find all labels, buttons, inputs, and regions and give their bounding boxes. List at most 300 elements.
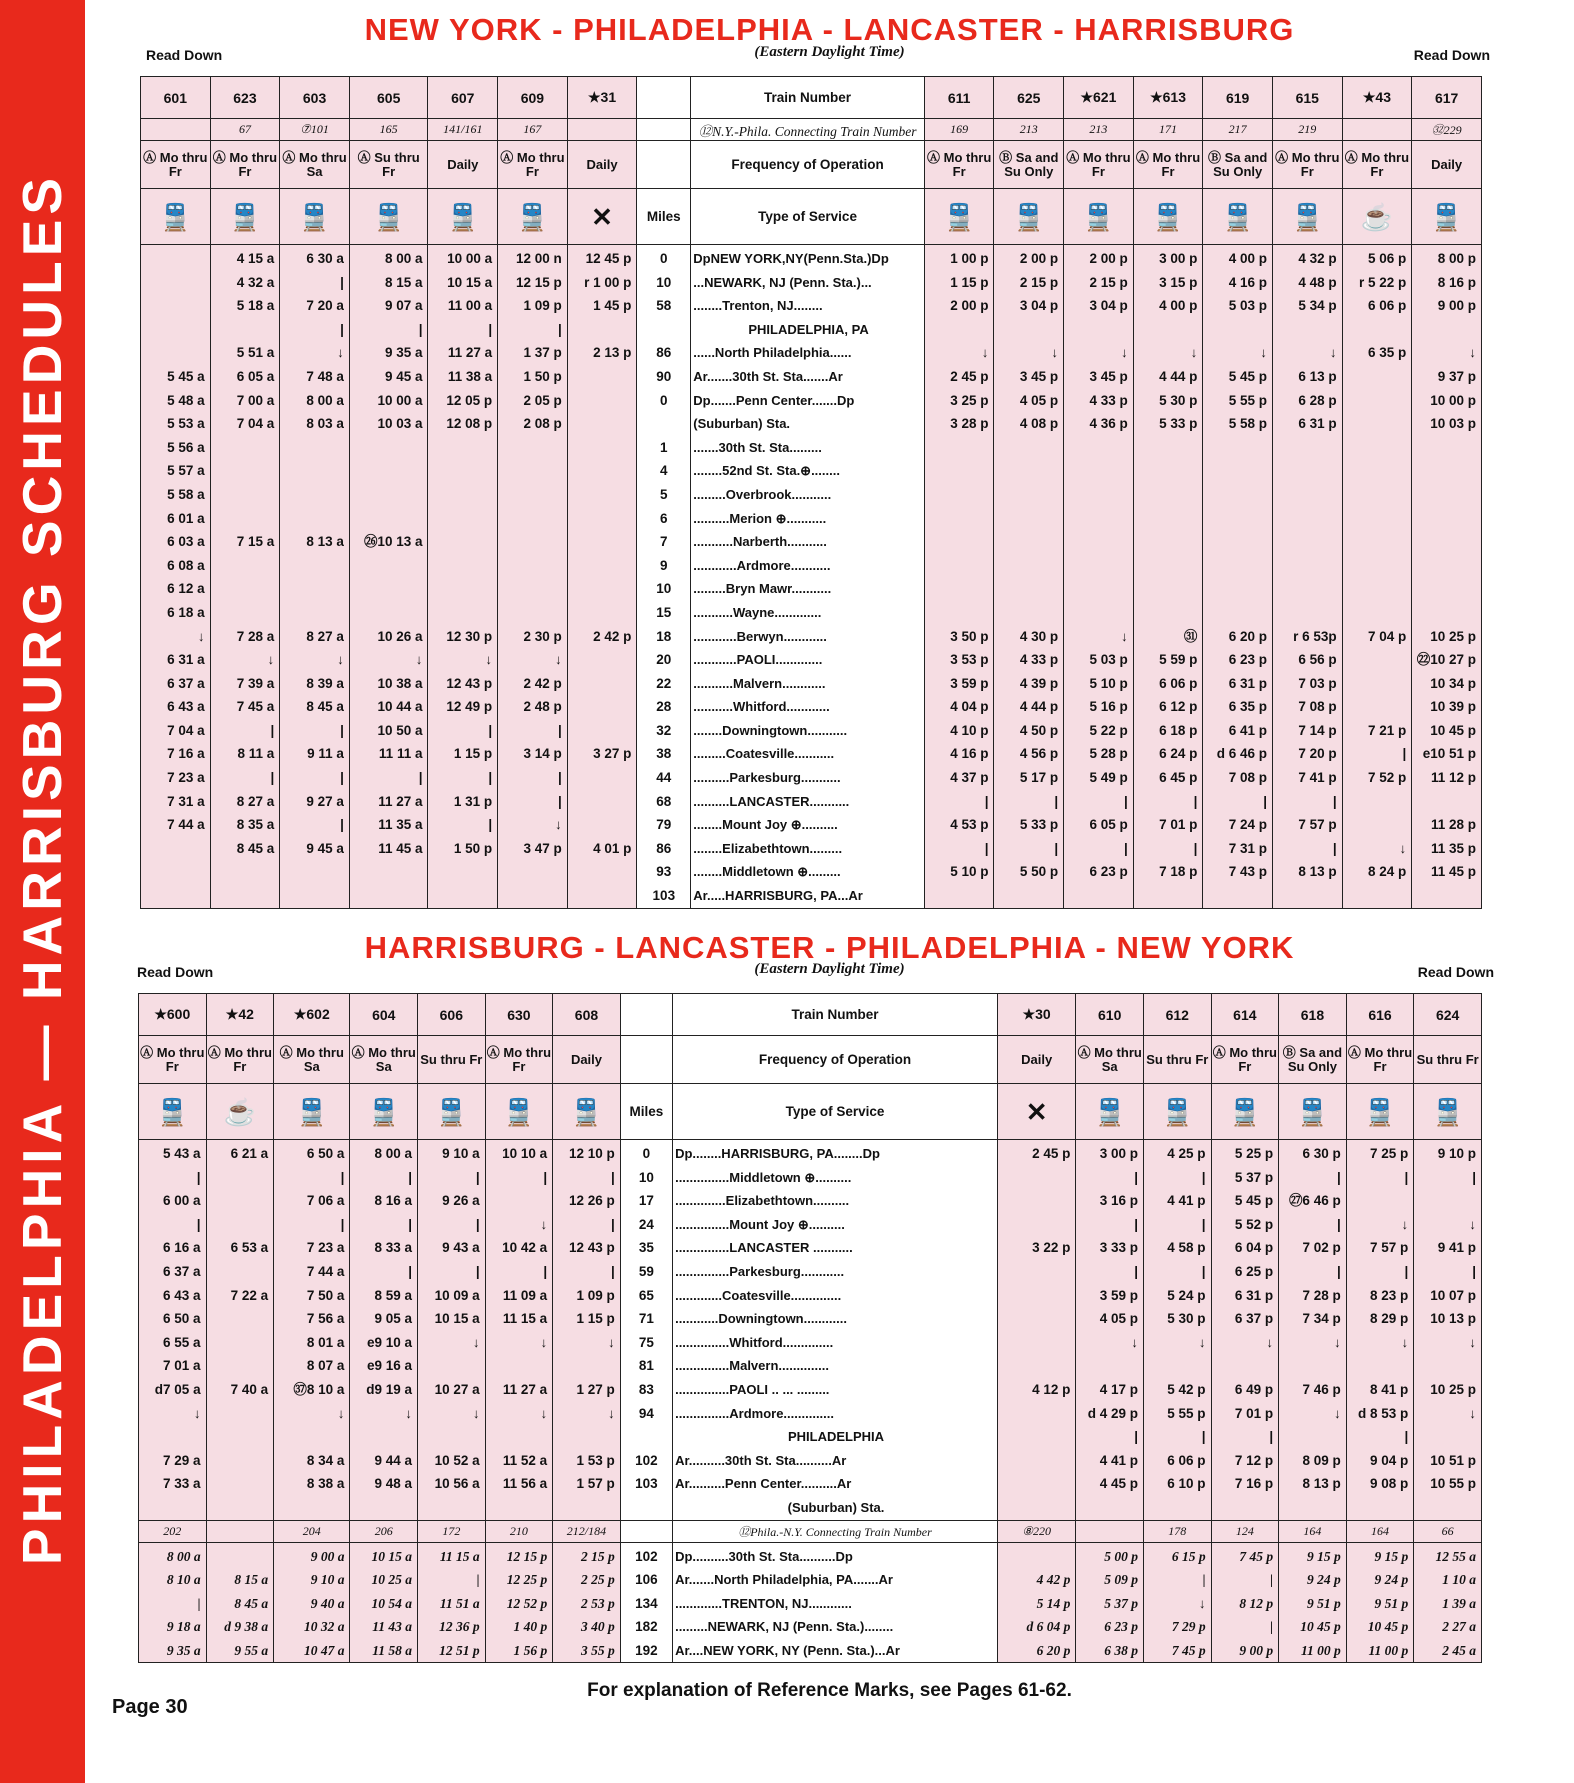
time-entry: 3 33 p (1099, 1240, 1138, 1256)
time-entry: 12 15 p (515, 274, 562, 290)
time-entry (1273, 436, 1337, 460)
time-entry: 6 05 p (1089, 817, 1128, 833)
locomotive-icon: 🚆 (295, 1096, 328, 1127)
time-column (418, 1542, 486, 1663)
time-entry (1134, 459, 1198, 483)
time-entry: 9 44 a (374, 1452, 413, 1468)
train-number-cell: 611 (924, 77, 994, 119)
time-entry: ↓ (1401, 1216, 1409, 1232)
time-entry: 9 00 p (1437, 298, 1476, 314)
time-entry: 2 05 p (523, 392, 562, 408)
train-number-cell: 616 (1346, 994, 1414, 1036)
time-entry: 10 44 a (377, 699, 423, 715)
time-entry (1134, 483, 1198, 507)
time-entry: 11 52 a (502, 1452, 548, 1468)
time-entry (1412, 436, 1476, 460)
time-entry: 7 31 a (167, 793, 205, 809)
time-entry: 3 00 p (1159, 251, 1198, 266)
time-entry: 10 45 p (1367, 1619, 1409, 1635)
time-entry: 12 52 p (506, 1595, 548, 1611)
connecting-number-cell: 164 (1279, 1520, 1347, 1542)
time-entry: 5 34 p (1298, 298, 1337, 314)
time-entry: 6 38 p (1104, 1642, 1138, 1658)
time-entry: ↓ (554, 652, 562, 668)
time-entry (486, 1189, 548, 1213)
time-entry: 7 18 p (1159, 864, 1198, 880)
time-entry (1273, 507, 1337, 531)
time-entry: 6 43 a (167, 699, 205, 715)
time-entry: 2 15 p (581, 1548, 615, 1564)
mile-entry: 58 (656, 298, 672, 314)
time-entry: | (1054, 840, 1059, 856)
time-column (1414, 1140, 1482, 1521)
station-name: ........Middletown ⊕......... (693, 864, 841, 880)
time-column (997, 1140, 1075, 1521)
time-entry: | (1270, 1619, 1274, 1635)
time-entry: 2 27 a (1442, 1619, 1476, 1635)
time-entry: 7 56 a (306, 1311, 345, 1327)
time-entry: 9 00 p (1239, 1642, 1274, 1658)
time-entry: 8 00 a (374, 1146, 413, 1161)
time-entry: 8 27 a (236, 793, 275, 809)
time-entry: | (418, 770, 423, 786)
time-entry: 10 13 p (1430, 1311, 1476, 1327)
time-entry: 4 33 p (1089, 392, 1128, 408)
time-entry: ↓ (485, 652, 493, 668)
time-entry: ↓ (1399, 840, 1407, 856)
time-entry (428, 436, 492, 460)
time-entry: 4 50 p (1019, 722, 1059, 738)
time-entry (998, 1331, 1070, 1355)
time-entry: 1 56 p (513, 1642, 548, 1658)
time-entry: 6 03 a (167, 534, 205, 550)
time-entry: 9 35 a (384, 345, 423, 361)
connecting-number-cell: ⑧220 (997, 1520, 1075, 1542)
type-of-service-cell (997, 1084, 1075, 1140)
time-entry (498, 436, 562, 460)
frequency-cell: Daily (1412, 141, 1482, 189)
time-entry: 10 03 a (377, 416, 423, 432)
time-entry (998, 1402, 1070, 1426)
mile-entry: 94 (638, 1405, 654, 1421)
time-entry (207, 1449, 269, 1473)
time-entry: 7 08 p (1228, 770, 1267, 786)
time-entry: 4 30 p (1019, 628, 1059, 644)
time-entry: 7 22 a (230, 1287, 269, 1303)
time-entry: 6 35 p (1228, 699, 1267, 715)
time-entry: 11 38 a (447, 368, 493, 384)
time-entry: 3 00 p (1099, 1146, 1138, 1161)
mile-entry: 75 (638, 1334, 654, 1350)
time-entry (1203, 318, 1267, 342)
time-entry: 4 32 a (236, 274, 275, 290)
time-entry: 1 27 p (576, 1381, 615, 1397)
connecting-number-cell: 202 (139, 1520, 207, 1542)
time-entry (1412, 507, 1476, 531)
time-entry (998, 1545, 1070, 1569)
frequency-cell: Daily (997, 1036, 1075, 1084)
time-entry: 2 25 p (581, 1572, 615, 1588)
bottom-timetable (138, 993, 1482, 1663)
time-entry: 6 06 p (1167, 1452, 1206, 1468)
time-entry: 6 16 a (163, 1240, 201, 1256)
time-entry: ㊲8 10 a (293, 1381, 345, 1397)
station-name: ...NEWARK, NJ (Penn. Sta.)... (693, 274, 872, 290)
time-entry: 6 31 p (1234, 1287, 1274, 1303)
time-entry: 8 09 p (1302, 1452, 1341, 1468)
time-entry (1134, 507, 1198, 531)
time-entry (1343, 412, 1407, 436)
time-entry: | (1402, 746, 1407, 762)
time-entry: 5 10 p (1089, 675, 1128, 691)
time-entry (211, 483, 275, 507)
connecting-number-cell: 219 (1272, 119, 1342, 141)
station-name: .......30th St. Sta......... (693, 439, 822, 455)
time-entry: ↓ (337, 1405, 345, 1421)
time-entry: 7 43 p (1228, 864, 1267, 880)
station-name: ...........Whitford............ (693, 699, 830, 715)
time-entry: 6 30 p (1302, 1146, 1341, 1161)
header-label-connecting: ⑫Phila.-N.Y. Connecting Train Number (673, 1520, 998, 1542)
time-entry (994, 530, 1058, 554)
time-entry (1273, 318, 1337, 342)
time-entry (211, 507, 275, 531)
time-entry: | (1269, 1429, 1274, 1445)
time-column (210, 245, 280, 909)
time-entry: 7 24 p (1228, 817, 1267, 833)
time-entry: ↓ (540, 1216, 548, 1232)
time-entry: 11 28 p (1430, 817, 1476, 833)
time-entry: | (557, 321, 562, 337)
time-entry (925, 507, 989, 531)
time-column (567, 245, 637, 909)
time-column (1414, 1542, 1482, 1663)
time-entry (1279, 1354, 1341, 1378)
side-title: PHILADELPHIA — HARRISBURG SCHEDULES (11, 172, 73, 1566)
type-of-service-cell (274, 1084, 350, 1140)
food-service-icon: ☕ (1360, 201, 1394, 232)
time-entry (1279, 1425, 1341, 1449)
station-name: Ar.......North Philadelphia, PA.......Ar (675, 1572, 893, 1588)
frequency-cell: Su thru Fr (1414, 1036, 1482, 1084)
time-entry: | (488, 817, 493, 833)
time-entry: 4 08 p (1019, 416, 1059, 432)
train-number-cell: ★613 (1133, 77, 1203, 119)
time-entry: 1 50 p (453, 840, 493, 856)
frequency-cell: Ⓐ Mo thru Fr (139, 1036, 207, 1084)
time-entry: ↓ (415, 652, 423, 668)
time-entry: 4 41 p (1099, 1452, 1138, 1468)
time-entry: 2 00 p (1019, 251, 1059, 266)
time-entry: 6 23 p (1104, 1619, 1138, 1635)
time-entry: 10 25 p (1430, 1381, 1476, 1397)
time-entry: 12 15 p (506, 1548, 548, 1564)
time-entry: 6 10 p (1167, 1476, 1206, 1492)
time-entry (1343, 530, 1407, 554)
time-entry (568, 790, 632, 814)
time-entry: | (557, 722, 562, 738)
time-entry (568, 766, 632, 790)
time-entry (350, 436, 423, 460)
time-entry: ↓ (1190, 345, 1198, 361)
station-name: PHILADELPHIA, PA (748, 321, 869, 337)
time-entry: 6 06 p (1367, 298, 1407, 314)
time-entry (998, 1354, 1070, 1378)
time-entry: 4 10 p (950, 722, 989, 738)
time-entry: | (1404, 1429, 1409, 1445)
time-column (1272, 245, 1342, 909)
time-entry: 12 05 p (446, 392, 493, 408)
time-entry: d 6 46 p (1216, 746, 1267, 762)
time-entry: | (475, 1169, 480, 1185)
time-entry: 5 30 p (1167, 1311, 1206, 1327)
time-entry: d 8 53 p (1358, 1405, 1409, 1421)
time-entry: 5 58 a (167, 486, 205, 502)
miles-header-blank (637, 77, 691, 119)
bottom-section-subtitle: (Eastern Daylight Time) (754, 961, 905, 977)
time-entry: 10 00 p (1430, 392, 1476, 408)
time-entry (1343, 577, 1407, 601)
type-of-service-cell (994, 189, 1064, 245)
time-entry: 4 44 p (1019, 699, 1059, 715)
time-entry: 8 16 p (1437, 274, 1476, 290)
time-column (1064, 245, 1134, 909)
connecting-number-cell: 206 (350, 1520, 418, 1542)
time-entry: 7 52 p (1367, 770, 1407, 786)
time-entry (428, 483, 492, 507)
header-label-connecting: ⑫N.Y.-Phila. Connecting Train Number (691, 119, 925, 141)
time-entry: 3 50 p (950, 628, 989, 644)
locomotive-icon: 🚆 (435, 1096, 468, 1127)
locomotive-icon: 🚆 (446, 201, 479, 232)
time-entry: | (1404, 1169, 1409, 1185)
time-entry (498, 601, 562, 625)
time-entry (1273, 530, 1337, 554)
time-entry: ↓ (608, 1405, 615, 1421)
time-entry: | (984, 840, 989, 856)
type-of-service-cell (1211, 1084, 1279, 1140)
time-entry: 7 40 a (230, 1381, 269, 1397)
time-entry: 5 18 a (236, 298, 275, 314)
train-number-cell: 604 (350, 994, 418, 1036)
station-name: Dp.......Penn Center.......Dp (693, 392, 855, 408)
time-entry: | (557, 770, 562, 786)
time-entry (207, 1189, 269, 1213)
time-entry: 1 40 p (513, 1619, 548, 1635)
type-of-service-cell (1279, 1084, 1347, 1140)
time-entry (1412, 530, 1476, 554)
time-column (350, 1542, 418, 1663)
station-name: ........Trenton, NJ........ (693, 298, 823, 314)
time-entry: 2 48 p (523, 699, 562, 715)
time-column (1143, 1140, 1211, 1521)
time-entry: | (1336, 1169, 1341, 1185)
time-entry (207, 1331, 269, 1355)
time-entry: 3 27 p (593, 746, 632, 762)
time-entry: 9 07 a (384, 298, 423, 314)
mile-entry: 4 (660, 463, 668, 479)
locomotive-icon: 🚆 (1296, 1096, 1329, 1127)
time-entry: 4 39 p (1019, 675, 1059, 691)
time-column (1076, 1542, 1144, 1663)
header-label-frequency: Frequency of Operation (673, 1036, 998, 1084)
time-entry (553, 1425, 615, 1449)
train-number-cell: 630 (485, 994, 553, 1036)
time-entry: 1 57 p (576, 1476, 615, 1492)
time-column (206, 1542, 274, 1663)
time-entry (568, 459, 632, 483)
frequency-cell: Daily (428, 141, 498, 189)
time-entry: 10 00 a (377, 392, 423, 408)
train-number-cell: 607 (428, 77, 498, 119)
time-entry (1203, 577, 1267, 601)
mile-entry: 103 (652, 888, 676, 904)
time-entry: 6 37 a (163, 1263, 201, 1279)
time-entry: r 5 22 p (1358, 274, 1407, 290)
time-entry: 4 36 p (1089, 416, 1128, 432)
time-entry: 5 49 p (1089, 770, 1128, 786)
time-entry: 8 33 a (374, 1240, 413, 1256)
time-entry: | (1202, 1572, 1206, 1588)
time-entry (280, 554, 344, 578)
time-entry: 5 03 p (1089, 652, 1128, 668)
time-entry (1343, 554, 1407, 578)
time-entry (1343, 436, 1407, 460)
time-entry (350, 577, 423, 601)
train-number-cell: 601 (141, 77, 211, 119)
train-number-cell: 608 (553, 994, 621, 1036)
time-entry: | (197, 1595, 201, 1611)
time-column (498, 245, 568, 909)
time-column (1076, 1140, 1144, 1521)
time-entry (350, 507, 423, 531)
time-entry: 4 05 p (1019, 392, 1059, 408)
type-of-service-cell (141, 189, 211, 245)
time-entry (1064, 601, 1128, 625)
time-entry (211, 554, 275, 578)
miles-column (620, 1542, 672, 1663)
time-entry: 11 56 a (502, 1476, 548, 1492)
time-entry: | (340, 817, 344, 833)
time-entry: 8 13 p (1302, 1476, 1341, 1492)
time-entry: 3 22 p (1032, 1240, 1071, 1256)
time-entry: 4 12 p (1032, 1381, 1071, 1397)
time-entry: | (543, 1263, 548, 1279)
time-entry (998, 1425, 1070, 1449)
time-entry (994, 459, 1058, 483)
time-entry: 3 28 p (950, 416, 989, 432)
time-entry: 5 55 p (1167, 1405, 1206, 1421)
time-entry: 12 10 p (568, 1146, 615, 1161)
time-entry (1064, 577, 1128, 601)
time-entry: | (488, 722, 493, 738)
time-entry (1076, 1354, 1138, 1378)
connecting-number-cell: 164 (1346, 1520, 1414, 1542)
connecting-number-cell (1076, 1520, 1144, 1542)
time-entry: 7 45 a (236, 699, 275, 715)
time-column (280, 245, 350, 909)
time-entry: 7 04 a (236, 416, 275, 432)
time-entry: d 4 29 p (1087, 1405, 1138, 1421)
time-entry: 9 45 a (384, 368, 423, 384)
time-entry (1064, 318, 1128, 342)
time-entry: | (488, 321, 493, 337)
time-column (349, 245, 428, 909)
miles-header-blank (637, 119, 691, 141)
time-entry (428, 507, 492, 531)
page-number: Page 30 (112, 1696, 188, 1718)
time-entry: | (340, 274, 344, 290)
time-entry: 6 12 a (167, 581, 205, 597)
time-entry: 8 00 a (384, 251, 423, 266)
time-entry: 4 00 p (1159, 298, 1198, 314)
time-entry: 2 30 p (523, 628, 562, 644)
time-entry: 6 25 p (1234, 1263, 1274, 1279)
miles-header: Miles (620, 1084, 672, 1140)
time-column (1346, 1140, 1414, 1521)
train-number-cell: 618 (1279, 994, 1347, 1036)
header-label-frequency: Frequency of Operation (691, 141, 925, 189)
frequency-cell: Ⓐ Mo thru Fr (1342, 141, 1412, 189)
station-name: .........Bryn Mawr........... (693, 581, 832, 597)
time-entry: ↓ (472, 1334, 480, 1350)
time-entry: 11 00 p (1300, 1642, 1341, 1658)
type-of-service-cell (498, 189, 568, 245)
station-name: ..........Merion ⊕........... (693, 510, 827, 526)
time-entry (350, 1425, 412, 1449)
time-entry: 6 56 p (1298, 652, 1337, 668)
time-entry: 7 28 a (236, 628, 275, 644)
time-entry: 7 50 a (306, 1287, 345, 1303)
station-column (691, 245, 925, 909)
time-entry: 1 15 p (453, 746, 493, 762)
time-entry: ↓ (540, 1334, 548, 1350)
locomotive-icon: 🚆 (1161, 1096, 1194, 1127)
time-entry (141, 318, 205, 342)
connecting-number-cell: 178 (1143, 1520, 1211, 1542)
time-entry: 5 58 p (1228, 416, 1267, 432)
train-number-cell: 614 (1211, 994, 1279, 1036)
time-entry: 6 31 p (1298, 416, 1337, 432)
time-entry: 5 24 p (1167, 1287, 1206, 1303)
time-entry: 9 18 a (166, 1619, 201, 1635)
train-number-cell: ★621 (1064, 77, 1134, 119)
time-entry (994, 554, 1058, 578)
mile-entry: 6 (660, 510, 668, 526)
time-entry: ↓ (405, 1405, 413, 1421)
time-entry: | (1201, 1263, 1206, 1279)
type-of-service-cell (1076, 1084, 1144, 1140)
mile-entry: 81 (638, 1358, 654, 1374)
bottom-read-down-left: Read Down (137, 964, 214, 980)
time-entry: 7 45 p (1171, 1642, 1206, 1658)
mile-entry: 15 (656, 604, 672, 620)
time-entry: 7 16 p (1234, 1476, 1274, 1492)
frequency-cell: Ⓐ Mo thru Fr (1211, 1036, 1279, 1084)
time-entry: 6 30 a (306, 251, 344, 266)
time-entry: ↓ (981, 345, 989, 361)
frequency-cell: Ⓐ Mo thru Fr (1272, 141, 1342, 189)
time-entry (568, 719, 632, 743)
time-entry: 7 46 p (1302, 1381, 1341, 1397)
time-entry: 8 16 a (374, 1193, 413, 1209)
time-entry (1412, 577, 1476, 601)
time-entry: 9 10 p (1437, 1146, 1476, 1161)
train-number-cell: ★30 (997, 994, 1075, 1036)
time-entry: 3 15 p (1159, 274, 1198, 290)
station-column (673, 1140, 998, 1521)
time-entry: | (340, 321, 344, 337)
